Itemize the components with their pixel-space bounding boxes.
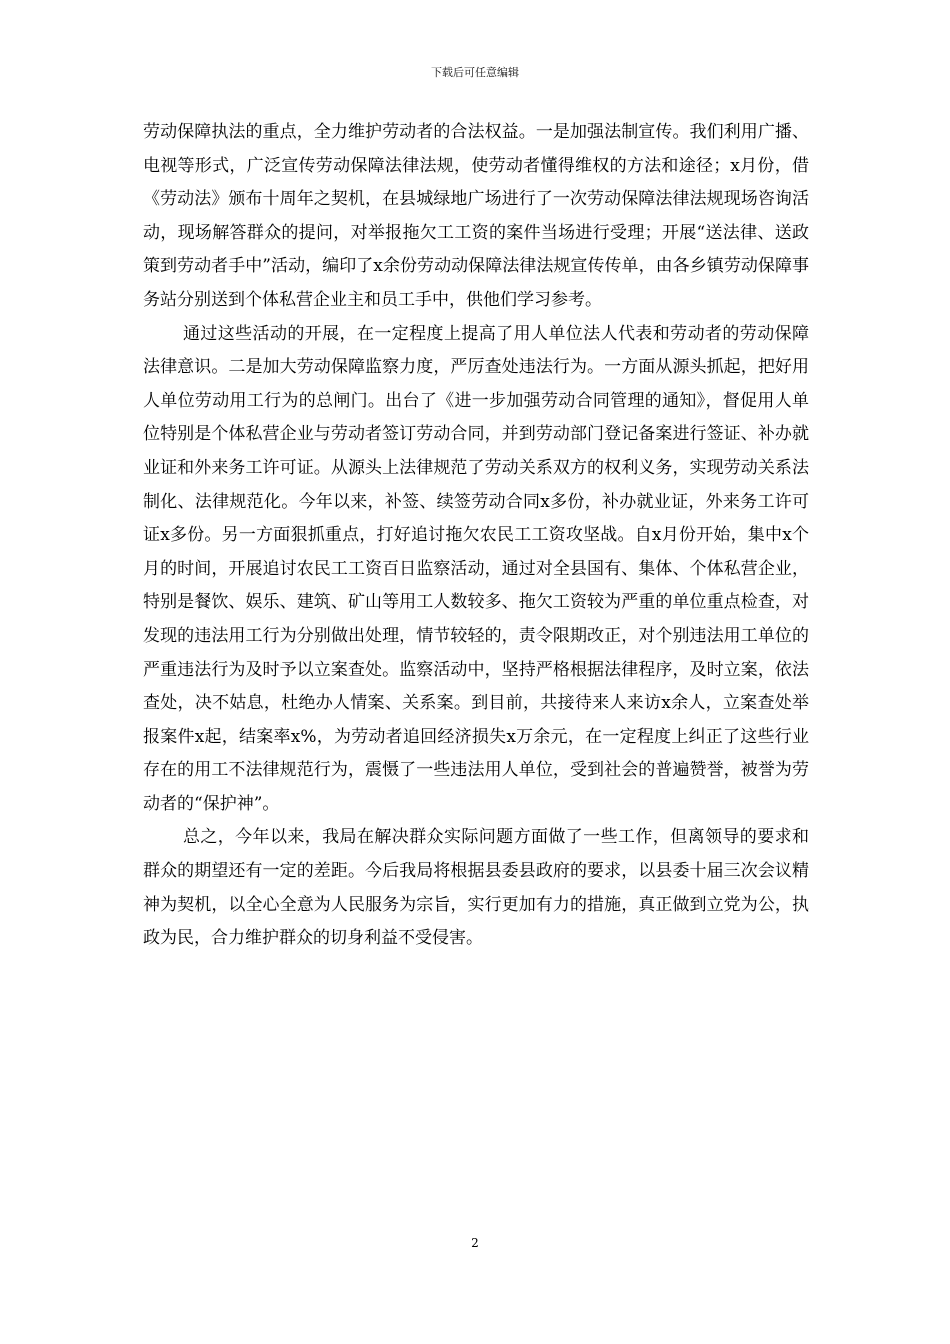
page-header: 下载后可任意编辑 — [431, 66, 519, 79]
paragraph-2: 通过这些活动的开展，在一定程度上提高了用人单位法人代表和劳动者的劳动保障法律意识。二是加大劳动保障监察力度，严厉查处违法行为。一方面从源头抓起，把好用人单位劳动用工行为的总闸门。出台了《进一步加强劳动合同管理的通知》，督促用人单位特别是个体私营企业与劳动者签订劳动合同，并到劳动部门登记备案进行签证、补办就业证和外来务工许可证。从源头上法律规范了劳动关系双方的权利义务，实现劳动关系法制化、法律规范化。今年以来，补签、续签劳动合同x多份，补办就业证，外来务工许可证x多份。另一方面狠抓重点，打好追讨拖欠农民工工资攻坚战。自x月份开始，集中x个月的时间，开展追讨农民工工资百日监察活动，通过对全县国有、集体、个体私营企业，特别是餐饮、娱乐、建筑、矿山等用工人数较多、拖欠工资较为严重的单位重点检查，对发现的违法用工行为分别做出处理，情节较轻的，责令限期改正，对个别违法用工单位的严重违法行为及时予以立案查处。监察活动中，坚持严格根据法律程序，及时立案，依法查处，决不姑息，杜绝办人情案、关系案。到目前，共接待来人来访x余人，立案查处举报案件x起，结案率x%，为劳动者追回经济损失x万余元，在一定程度上纠正了这些行业存在的用工不法律规范行为，震慑了一些违法用人单位，受到社会的普遍赞誉，被誉为劳动者的“保护神”。 — [143, 323, 809, 814]
page-number: 2 — [471, 1236, 479, 1250]
document-body — [143, 116, 809, 956]
paragraph-3: 总之，今年以来，我局在解决群众实际问题方面做了一些工作，但离领导的要求和群众的期望还有一定的差距。今后我局将根据县委县政府的要求，以县委十届三次会议精神为契机，以全心全意为人民服务为宗旨，实行更加有力的措施，真正做到立党为公，执政为民，合力维护群众的切身利益不受侵害。 — [143, 827, 809, 949]
paragraph-1: 劳动保障执法的重点，全力维护劳动者的合法权益。一是加强法制宣传。我们利用广播、电视等形式，广泛宣传劳动保障法律法规，使劳动者懂得维权的方法和途径；x月份，借《劳动法》颁布十周年之契机，在县城绿地广场进行了一次劳动保障法律法规现场咨询活动，现场解答群众的提问，对举报拖欠工工资的案件当场进行受理；开展“送法律、送政策到劳动者手中”活动，编印了x余份劳动动保障法律法规宣传传单，由各乡镇劳动保障事务站分别送到个体私营企业主和员工手中，供他们学习参考。 — [143, 122, 809, 310]
